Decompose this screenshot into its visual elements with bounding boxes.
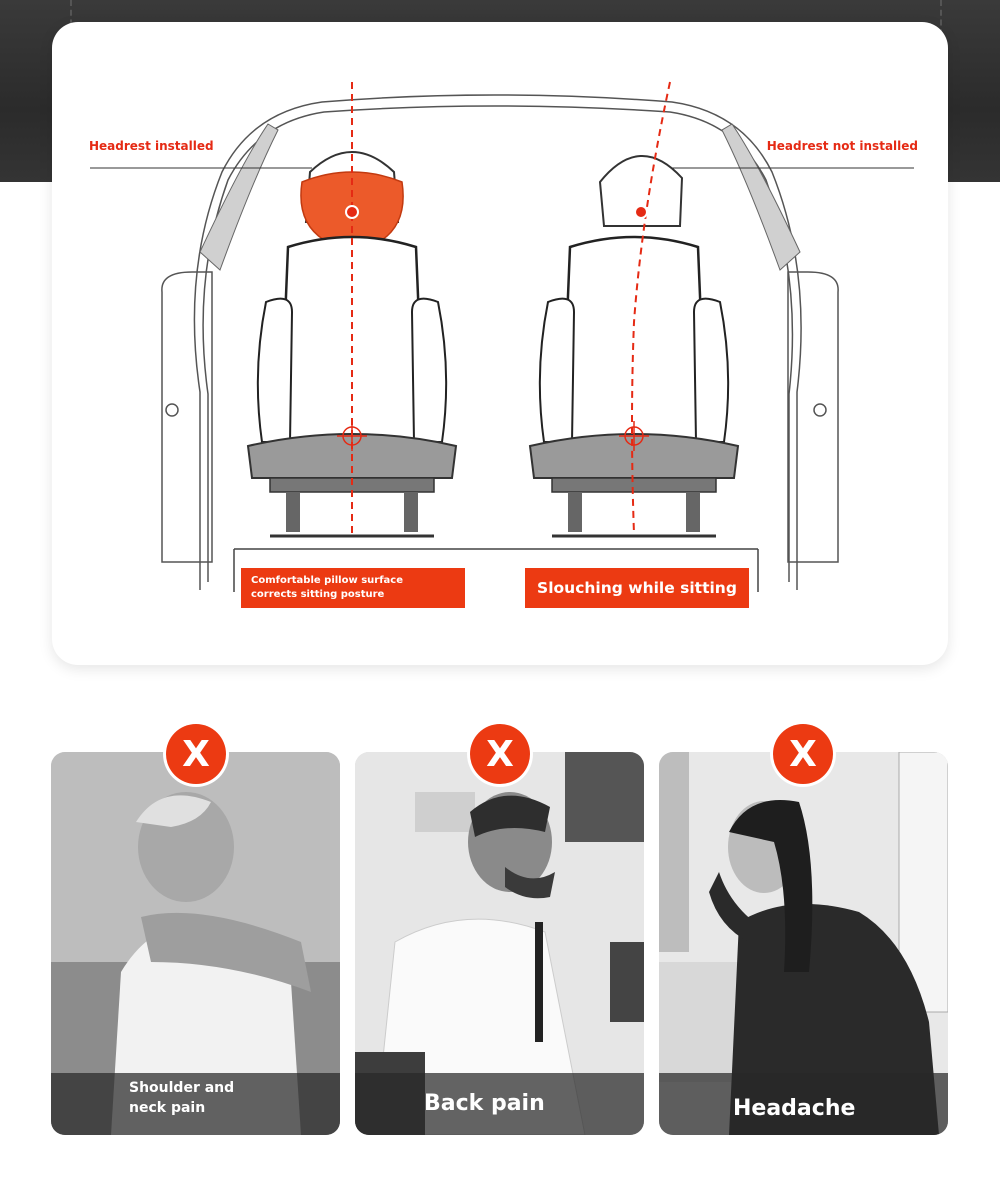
x-icon: X bbox=[166, 724, 226, 784]
caption-left-line1: Comfortable pillow surface bbox=[251, 575, 404, 586]
pain-label-line1: Shoulder and bbox=[129, 1080, 235, 1096]
pain-label-line2: neck pain bbox=[129, 1100, 206, 1116]
left-head-point bbox=[346, 206, 358, 218]
caption-right-text: Slouching while sitting bbox=[537, 579, 737, 597]
label-headrest-installed: Headrest installed bbox=[89, 139, 214, 153]
pain-card-headache bbox=[659, 752, 948, 1135]
pain-label: Back pain bbox=[424, 1091, 545, 1116]
label-headrest-not-installed: Headrest not installed bbox=[766, 139, 918, 153]
pain-label: Headache bbox=[733, 1096, 856, 1121]
right-head-point bbox=[635, 206, 647, 218]
x-icon: X bbox=[773, 724, 833, 784]
caption-left-line2: corrects sitting posture bbox=[251, 589, 385, 600]
caption-pillow-benefit bbox=[241, 568, 465, 608]
pain-card-shoulder-neck bbox=[51, 752, 340, 1135]
pain-card-back bbox=[355, 752, 644, 1135]
caption-slouching bbox=[525, 568, 749, 608]
x-icon: X bbox=[470, 724, 530, 784]
car-seats-illustration bbox=[52, 22, 948, 665]
pain-label bbox=[129, 1078, 234, 1118]
headrest-comparison-diagram bbox=[52, 22, 948, 665]
